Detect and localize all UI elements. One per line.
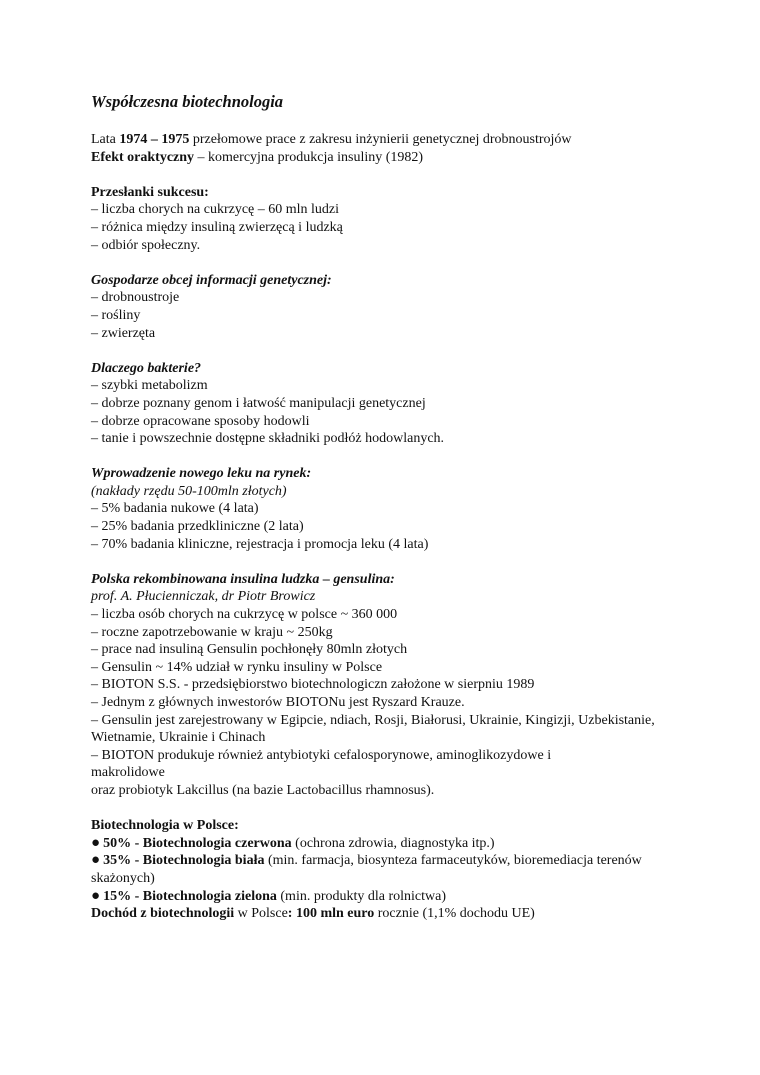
intro-text: – komercyjna produkcja insuliny (1982)	[194, 149, 424, 165]
bullet-item	[91, 852, 691, 887]
przeslanki-section	[91, 184, 691, 254]
list-item: – roczne zapotrzebowanie w kraju ~ 250kg	[91, 624, 333, 640]
list-item: – rośliny	[91, 307, 141, 323]
bullet-text: (ochrona zdrowia, diagnostyka itp.)	[291, 835, 495, 851]
list-item: – prace nad insuliną Gensulin pochłonęły 80mln złotych	[91, 642, 408, 658]
income-line	[91, 905, 691, 923]
list-item: – dobrze opracowane sposoby hodowli	[91, 413, 310, 429]
list-item: – BIOTON produkuje również antybiotyki cefalosporynowe, aminoglikozydowe i makrolidowe	[91, 747, 552, 781]
document-title: Współczesna biotechnologia	[91, 92, 284, 111]
polska-section	[91, 817, 691, 923]
section-authors: prof. A. Płucienniczak, dr Piotr Browicz	[91, 589, 316, 605]
list-item: – 5% badania nukowe (4 lata)	[91, 501, 259, 517]
gensulina-section	[91, 571, 691, 800]
list-item: – tanie i powszechnie dostępne składniki podłóż hodowlanych.	[91, 431, 445, 447]
lek-section	[91, 465, 691, 553]
income-text: w Polsce	[234, 906, 288, 922]
list-item: – zwierzęta	[91, 325, 156, 341]
income-text: rocznie (1,1% dochodu UE)	[374, 906, 535, 922]
list-item: – 70% badania kliniczne, rejestracja i promocja leku (4 lata)	[91, 536, 429, 552]
section-heading: Biotechnologia w Polsce:	[91, 818, 239, 834]
gospodarze-section	[91, 272, 691, 342]
bullet-label: 15% - Biotechnologia zielona	[103, 888, 277, 904]
intro-text: Lata	[91, 132, 120, 147]
bullet-icon: ●	[91, 852, 101, 869]
bullet-label: 35% - Biotechnologia biała	[103, 853, 265, 869]
list-item: – dobrze poznany genom i łatwość manipulacji genetycznej	[91, 395, 426, 411]
intro-line-2	[91, 149, 691, 167]
list-item: – szybki metabolizm	[91, 378, 208, 394]
section-subheading: (nakłady rzędu 50-100mln złotych)	[91, 483, 287, 499]
section-heading: Polska rekombinowana insulina ludzka – gensulina:	[91, 571, 395, 587]
list-item: – odbiór społeczny.	[91, 237, 201, 253]
bullet-item	[91, 835, 691, 853]
list-item: – Jednym z głównych inwestorów BIOTONu jest Ryszard Krauze.	[91, 695, 465, 710]
bullet-item	[91, 888, 691, 906]
list-item: – 25% badania przedkliniczne (2 lata)	[91, 519, 304, 535]
list-item: – drobnoustroje	[91, 290, 180, 306]
intro-section	[91, 131, 691, 166]
income-value: : 100 mln euro	[287, 906, 375, 922]
section-heading: Gospodarze obcej informacji genetycznej:	[91, 272, 332, 288]
list-item: – liczba osób chorych na cukrzycę w polsce ~ 360 000	[91, 607, 398, 623]
section-heading: Wprowadzenie nowego leku na rynek:	[91, 466, 312, 482]
bullet-text: (min. produkty dla rolnictwa)	[276, 888, 447, 904]
list-item: – różnica między insuliną zwierzęcą i ludzką	[91, 219, 343, 235]
income-label: Dochód z biotechnologii	[91, 906, 235, 922]
section-heading: Dlaczego bakterie?	[91, 360, 202, 376]
intro-years: 1974 – 1975	[119, 132, 190, 147]
list-item: – Gensulin jest zarejestrowany w Egipcie, ndiach, Rosji, Białorusi, Ukrainie, Kingizji, Uzbekistanie, Wietnamie, Ukrainie i Chinach	[91, 712, 655, 746]
bullet-icon: ●	[91, 887, 101, 904]
intro-line-1	[91, 131, 691, 149]
list-item: – Gensulin ~ 14% udział w rynku insuliny w Polsce	[91, 659, 383, 675]
list-item: – liczba chorych na cukrzycę – 60 mln ludzi	[91, 202, 340, 218]
bakterie-section	[91, 360, 691, 448]
list-item: oraz probiotyk Lakcillus (na bazie Lactobacillus rhamnosus).	[91, 782, 435, 798]
section-heading: Przesłanki sukcesu:	[91, 184, 209, 200]
list-item: – BIOTON S.S. - przedsiębiorstwo biotechnologiczn założone w sierpniu 1989	[91, 677, 535, 693]
bullet-text: (min. farmacja, biosynteza farmaceutyków, bioremediacja terenów skażonych)	[91, 853, 642, 886]
intro-text: przełomowe prace z zakresu inżynierii genetycznej drobnoustrojów	[189, 132, 572, 147]
bullet-label: 50% - Biotechnologia czerwona	[103, 835, 292, 851]
bullet-icon: ●	[91, 834, 101, 851]
document-page	[91, 92, 691, 940]
intro-effect-label: Efekt oraktyczny	[91, 149, 195, 165]
